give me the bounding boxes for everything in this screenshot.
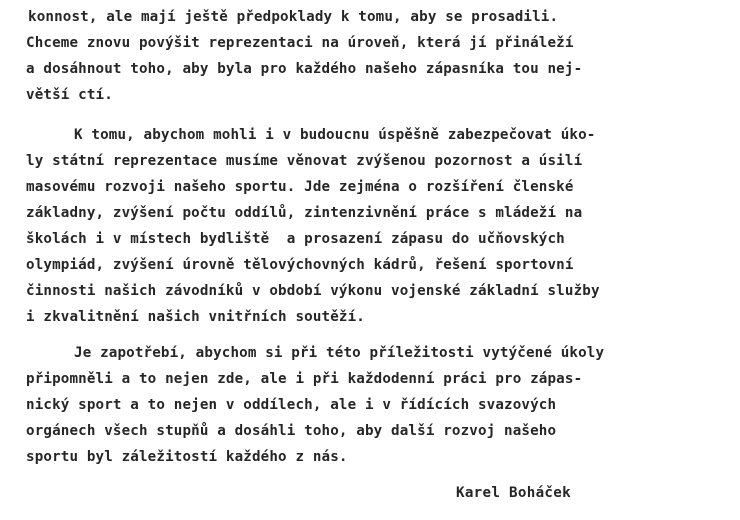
text-line: připomněli a to nejen zde, ale i při každodenní práci pro zápas- — [26, 371, 583, 387]
text-line: a dosáhnout toho, aby byla pro každého našeho zápasníka tou nej- — [26, 61, 583, 77]
text-line: ly státní reprezentace musíme věnovat zvýšenou pozornost a úsilí — [26, 153, 583, 169]
text-line: školách i v místech bydliště a prosazení zápasu do učňovských — [26, 231, 565, 247]
text-line: i zkvalitnění našich vnitřních soutěží. — [26, 309, 365, 325]
text-line: orgánech všech stupňů a dosáhli toho, aby další rozvoj našeho — [26, 423, 557, 439]
text-line: konnost, ale mají ještě předpoklady k tomu, aby se prosadili. — [28, 9, 559, 25]
text-line: sportu byl záležitostí každého z nás. — [26, 449, 348, 465]
text-line: nický sport a to nejen v oddílech, ale i v řídících svazových — [26, 397, 557, 413]
text-line: větší ctí. — [26, 87, 113, 103]
text-line: Je zapotřebí, abychom si při této příležitosti vytýčené úkoly — [74, 345, 605, 361]
text-line: Chceme znovu povýšit reprezentaci na úroveň, která jí přináleží — [26, 35, 574, 51]
text-line: olympiád, zvýšení úrovně tělovýchovných kádrů, řešení sportovní — [26, 257, 574, 273]
text-line: základny, zvýšení počtu oddílů, zintenzivnění práce s mládeží na — [26, 205, 583, 221]
text-line: K tomu, abychom mohli i v budoucnu úspěšně zabezpečovat úko- — [74, 127, 596, 143]
signature: Karel Boháček — [456, 485, 571, 501]
text-line: činnosti našich závodníků v období výkonu vojenské základní služby — [26, 283, 600, 299]
text-line: masovému rozvoji našeho sportu. Jde zejména o rozšíření členské — [26, 179, 574, 195]
